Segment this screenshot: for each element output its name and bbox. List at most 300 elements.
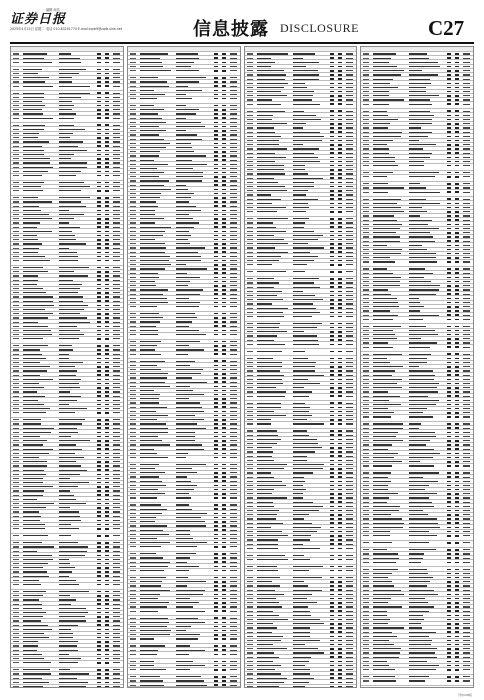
table-cell-text xyxy=(105,432,109,434)
table-cell-text xyxy=(23,81,45,82)
table-cell-text xyxy=(214,680,218,682)
table-cell-text xyxy=(214,298,218,300)
table-cell-text xyxy=(214,134,218,136)
table-cell-text xyxy=(176,369,203,370)
table-cell-text xyxy=(130,105,136,106)
table-cell-text xyxy=(140,566,168,567)
table-cell-text xyxy=(247,351,253,352)
table-cell-text xyxy=(455,261,459,263)
table-cell-text xyxy=(447,53,451,55)
table-cell-text xyxy=(97,256,101,258)
table-cell-text xyxy=(130,118,136,119)
table-cell-text xyxy=(97,129,101,131)
table-cell-text xyxy=(447,453,451,455)
table-cell-text xyxy=(222,205,226,207)
table-cell-text xyxy=(338,169,342,171)
table-cell-text xyxy=(373,400,389,401)
table-cell-text xyxy=(113,682,120,683)
table-cell-text xyxy=(247,387,253,388)
table-cell-text xyxy=(293,66,306,67)
table-cell-text xyxy=(222,436,226,438)
table-cell-text xyxy=(130,260,136,261)
table-cell-text xyxy=(230,594,237,595)
table-cell-text xyxy=(59,478,70,479)
table-cell-text xyxy=(176,377,192,378)
table-cell-text xyxy=(447,240,451,242)
table-cell-text xyxy=(455,557,459,559)
table-cell-text xyxy=(257,115,273,116)
table-cell-text xyxy=(97,633,101,635)
table-cell-text xyxy=(293,548,320,549)
table-cell-text xyxy=(257,489,274,490)
table-cell-text xyxy=(222,251,226,253)
table-cell-text xyxy=(97,292,101,294)
table-cell-text xyxy=(257,70,284,71)
table-cell-text xyxy=(363,665,369,666)
table-cell-text xyxy=(293,182,314,183)
table-cell-text xyxy=(330,99,334,101)
table-cell-text xyxy=(23,317,48,318)
table-cell-text xyxy=(23,73,38,74)
table-cell-text xyxy=(222,345,226,347)
table-cell-text xyxy=(338,627,342,629)
table-cell-text xyxy=(230,472,237,473)
table-cell-text xyxy=(346,548,353,549)
table-cell-text xyxy=(293,173,308,174)
table-cell-text xyxy=(222,155,226,157)
table-cell-text xyxy=(247,173,253,174)
table-cell-text xyxy=(257,435,278,436)
table-cell-text xyxy=(338,430,342,432)
table-cell-text xyxy=(23,612,46,613)
table-cell-text xyxy=(23,280,38,281)
table-cell-text xyxy=(247,148,253,149)
table-cell-text xyxy=(293,673,310,674)
table-cell-text xyxy=(113,256,120,257)
table-cell-text xyxy=(447,131,451,133)
table-cell-text xyxy=(176,665,205,666)
table-cell-text xyxy=(247,323,253,324)
table-cell-text xyxy=(230,509,237,510)
table-cell-text xyxy=(363,220,369,221)
table-cell-text xyxy=(373,502,387,503)
table-cell-text xyxy=(59,428,77,429)
table-cell-text xyxy=(455,326,459,328)
table-cell-text xyxy=(230,134,237,135)
table-cell-text xyxy=(59,616,85,617)
table-cell-text xyxy=(59,375,76,376)
table-cell-text xyxy=(257,477,274,478)
table-cell-text xyxy=(409,366,419,367)
table-cell-text xyxy=(409,347,430,348)
table-row xyxy=(245,546,357,553)
table-cell-text xyxy=(463,273,470,274)
masthead xyxy=(0,0,484,44)
table-cell-text xyxy=(293,636,310,637)
table-cell-text xyxy=(105,317,109,319)
table-cell-text xyxy=(97,145,101,147)
table-cell-text xyxy=(338,358,342,360)
table-cell-text xyxy=(247,239,253,240)
table-cell-text xyxy=(214,321,218,323)
table-cell-text xyxy=(338,103,342,105)
table-cell-text xyxy=(409,104,432,105)
table-cell-text xyxy=(13,186,19,187)
table-cell-text xyxy=(105,271,109,273)
table-cell-text xyxy=(247,136,253,137)
table-cell-text xyxy=(346,383,353,384)
table-cell-text xyxy=(346,407,353,408)
table-cell-text xyxy=(222,386,226,388)
table-cell-text xyxy=(330,677,334,679)
table-cell-text xyxy=(330,619,334,621)
table-cell-text xyxy=(363,510,369,511)
table-cell-text xyxy=(409,531,429,532)
table-cell-text xyxy=(330,543,334,545)
table-cell-text xyxy=(338,291,342,293)
table-cell-text xyxy=(140,436,158,437)
table-cell-text xyxy=(130,281,136,282)
table-row xyxy=(245,102,357,109)
table-cell-text xyxy=(463,70,470,71)
table-cell-text xyxy=(455,240,459,242)
table-cell-text xyxy=(105,109,109,111)
table-cell-text xyxy=(293,489,306,490)
table-cell-text xyxy=(373,245,387,246)
table-cell-text xyxy=(247,87,253,88)
table-cell-text xyxy=(214,210,218,212)
table-cell-text xyxy=(13,271,19,272)
table-cell-text xyxy=(463,648,470,649)
table-cell-text xyxy=(293,627,310,628)
table-cell-text xyxy=(97,453,101,455)
table-cell-text xyxy=(230,222,237,223)
table-cell-text xyxy=(447,680,451,682)
table-cell-text xyxy=(222,649,226,651)
table-cell-text xyxy=(214,168,218,170)
table-cell-text xyxy=(230,394,237,395)
table-cell-text xyxy=(13,478,19,479)
table-cell-text xyxy=(214,377,218,379)
table-cell-text xyxy=(140,185,164,186)
table-cell-text xyxy=(409,489,425,490)
table-cell-text xyxy=(463,215,470,216)
table-cell-text xyxy=(214,218,218,220)
table-cell-text xyxy=(363,144,369,145)
table-cell-text xyxy=(463,472,470,473)
table-cell-text xyxy=(176,481,191,482)
table-cell-text xyxy=(373,273,393,274)
table-row xyxy=(361,317,473,324)
table-cell-text xyxy=(247,79,253,80)
table-cell-text xyxy=(97,284,101,286)
table-cell-text xyxy=(247,287,253,288)
table-cell-text xyxy=(247,340,253,341)
table-cell-text xyxy=(409,157,430,158)
table-cell-text xyxy=(97,575,101,577)
table-cell-text xyxy=(293,419,307,420)
table-cell-text xyxy=(105,383,109,385)
table-cell-text xyxy=(214,272,218,274)
table-cell-text xyxy=(130,650,136,651)
table-cell-text xyxy=(330,652,334,654)
table-cell-text xyxy=(346,518,353,519)
table-cell-text xyxy=(113,53,120,54)
table-cell-text xyxy=(222,661,226,663)
table-cell-text xyxy=(105,175,109,177)
table-cell-text xyxy=(222,525,226,527)
table-cell-text xyxy=(97,427,101,429)
table-cell-text xyxy=(97,247,101,249)
table-cell-text xyxy=(338,606,342,608)
table-cell-text xyxy=(409,161,424,162)
table-cell-text xyxy=(13,595,19,596)
table-cell-text xyxy=(59,334,84,335)
table-cell-text xyxy=(346,344,353,345)
table-cell-text xyxy=(222,538,226,540)
table-cell-text xyxy=(97,101,101,103)
table-cell-text xyxy=(293,70,318,71)
table-cell-text xyxy=(222,81,226,83)
table-cell-text xyxy=(257,403,281,404)
table-cell-text xyxy=(338,497,342,499)
table-cell-text xyxy=(23,503,54,504)
table-cell-text xyxy=(97,603,101,605)
table-cell-text xyxy=(59,326,77,327)
table-cell-text xyxy=(97,629,101,631)
table-cell-text xyxy=(455,404,459,406)
table-cell-text xyxy=(230,557,237,558)
table-cell-text xyxy=(346,627,353,628)
table-cell-text xyxy=(247,127,253,128)
table-cell-text xyxy=(130,66,136,67)
table-cell-text xyxy=(409,111,430,112)
table-cell-text xyxy=(140,419,157,420)
table-cell-text xyxy=(97,440,101,442)
table-cell-text xyxy=(23,474,46,475)
table-cell-text xyxy=(130,602,136,603)
table-cell-text xyxy=(447,198,451,200)
table-cell-text xyxy=(293,327,317,328)
table-cell-text xyxy=(247,231,253,232)
table-cell-text xyxy=(346,70,353,71)
table-cell-text xyxy=(447,557,451,559)
table-cell-text xyxy=(23,669,50,670)
table-cell-text xyxy=(59,256,78,257)
table-cell-text xyxy=(363,527,369,528)
table-cell-text xyxy=(59,465,81,466)
table-cell-text xyxy=(214,610,218,612)
table-cell-text xyxy=(338,493,342,495)
table-cell-text xyxy=(293,299,323,300)
table-cell-text xyxy=(409,99,430,100)
table-cell-text xyxy=(247,264,253,265)
table-cell-text xyxy=(330,468,334,470)
table-cell-text xyxy=(363,669,369,670)
table-cell-text xyxy=(140,553,156,554)
table-cell-text xyxy=(257,278,274,279)
table-cell-text xyxy=(338,531,342,533)
table-cell-text xyxy=(293,644,305,645)
table-cell-text xyxy=(113,186,120,187)
table-cell-text xyxy=(97,404,101,406)
table-cell-text xyxy=(455,485,459,487)
table-cell-text xyxy=(130,402,136,403)
table-cell-text xyxy=(257,370,280,371)
table-cell-text xyxy=(59,662,78,663)
table-cell-text xyxy=(230,326,237,327)
table-cell-text xyxy=(409,58,429,59)
table-cell-text xyxy=(373,211,404,212)
table-cell-text xyxy=(346,640,353,641)
table-cell-text xyxy=(23,608,42,609)
table-cell-text xyxy=(105,654,109,656)
table-cell-text xyxy=(176,285,188,286)
table-cell-text xyxy=(373,594,404,595)
table-cell-text xyxy=(130,638,136,639)
table-cell-text xyxy=(455,285,459,287)
table-cell-text xyxy=(214,570,218,572)
table-cell-text xyxy=(247,447,253,448)
table-cell-text xyxy=(293,375,324,376)
table-cell-text xyxy=(176,317,197,318)
table-cell-text xyxy=(247,435,253,436)
table-cell-text xyxy=(247,379,253,380)
table-cell-text xyxy=(409,449,434,450)
table-cell-text xyxy=(247,186,253,187)
table-cell-text xyxy=(346,161,353,162)
table-cell-text xyxy=(293,590,322,591)
table-cell-text xyxy=(140,634,170,635)
table-cell-text xyxy=(338,598,342,600)
table-cell-text xyxy=(293,539,310,540)
table-cell-text xyxy=(257,585,280,586)
table-cell-text xyxy=(97,383,101,385)
table-cell-text xyxy=(455,74,459,76)
table-cell-text xyxy=(463,140,470,141)
table-cell-text xyxy=(23,567,43,568)
table-cell-text xyxy=(373,416,391,417)
table-cell-text xyxy=(13,288,19,289)
table-cell-text xyxy=(293,531,317,532)
table-cell-text xyxy=(130,428,136,429)
table-cell-text xyxy=(409,273,433,274)
table-cell-text xyxy=(113,616,120,617)
table-cell-text xyxy=(346,636,353,637)
table-cell-text xyxy=(59,474,80,475)
table-cell-text xyxy=(214,289,218,291)
edition-info: 编辑 何乐 xyxy=(46,8,60,12)
table-cell-text xyxy=(230,168,237,169)
table-cell-text xyxy=(130,517,136,518)
table-cell-text xyxy=(105,412,109,414)
table-cell-text xyxy=(257,581,272,582)
table-cell-text xyxy=(214,585,218,587)
table-cell-text xyxy=(230,622,237,623)
table-cell-text xyxy=(463,383,470,384)
table-cell-text xyxy=(97,166,101,168)
table-cell-text xyxy=(338,585,342,587)
table-cell-text xyxy=(293,407,310,408)
table-cell-text xyxy=(23,453,49,454)
table-cell-text xyxy=(447,261,451,263)
table-cell-text xyxy=(257,58,271,59)
table-cell-text xyxy=(214,684,218,686)
table-cell-text xyxy=(338,148,342,150)
table-cell-text xyxy=(230,321,237,322)
table-cell-text xyxy=(363,598,369,599)
table-cell-text xyxy=(330,74,334,76)
table-cell-text xyxy=(463,99,470,100)
table-cell-text xyxy=(346,264,353,265)
table-column-1 xyxy=(10,46,124,688)
table-cell-text xyxy=(409,665,439,666)
table-cell-text xyxy=(409,215,420,216)
table-cell-text xyxy=(338,271,342,273)
table-cell-text xyxy=(257,456,272,457)
table-cell-text xyxy=(214,406,218,408)
table-cell-text xyxy=(13,292,19,293)
table-cell-text xyxy=(338,110,342,112)
table-cell-text xyxy=(105,528,109,530)
table-cell-text xyxy=(214,122,218,124)
table-cell-text xyxy=(130,361,136,362)
table-cell-text xyxy=(59,309,84,310)
table-cell-text xyxy=(447,87,451,89)
table-cell-text xyxy=(130,521,136,522)
table-cell-text xyxy=(257,375,284,376)
table-cell-text xyxy=(105,591,109,593)
table-cell-text xyxy=(214,105,218,107)
table-cell-text xyxy=(455,427,459,429)
table-cell-text xyxy=(346,178,353,179)
table-cell-text xyxy=(140,661,154,662)
table-cell-text xyxy=(113,239,120,240)
table-cell-text xyxy=(140,606,167,607)
table-cell-text xyxy=(409,95,439,96)
table-cell-text xyxy=(338,543,342,545)
table-cell-text xyxy=(293,218,309,219)
table-cell-text xyxy=(113,109,120,110)
table-cell-text xyxy=(293,678,314,679)
table-cell-text xyxy=(463,549,470,550)
table-cell-text xyxy=(409,680,425,681)
table-cell-text xyxy=(373,99,404,100)
table-cell-text xyxy=(13,113,19,114)
table-cell-text xyxy=(247,485,253,486)
table-cell-text xyxy=(222,53,226,55)
table-cell-text xyxy=(97,584,101,586)
table-cell-text xyxy=(247,570,253,571)
table-cell-text xyxy=(363,366,369,367)
table-cell-text xyxy=(222,684,226,686)
table-cell-text xyxy=(105,69,109,71)
table-cell-text xyxy=(293,282,314,283)
table-cell-text xyxy=(463,412,470,413)
table-cell-text xyxy=(140,139,164,140)
table-cell-text xyxy=(130,313,136,314)
table-cell-text xyxy=(257,127,274,128)
table-cell-text xyxy=(338,370,342,372)
table-cell-text xyxy=(293,53,315,54)
table-cell-text xyxy=(363,119,369,120)
table-cell-text xyxy=(363,183,369,184)
table-cell-text xyxy=(130,256,136,257)
table-cell-text xyxy=(113,436,120,437)
table-cell-text xyxy=(247,577,253,578)
table-cell-text xyxy=(176,419,204,420)
table-cell-text xyxy=(113,190,120,191)
